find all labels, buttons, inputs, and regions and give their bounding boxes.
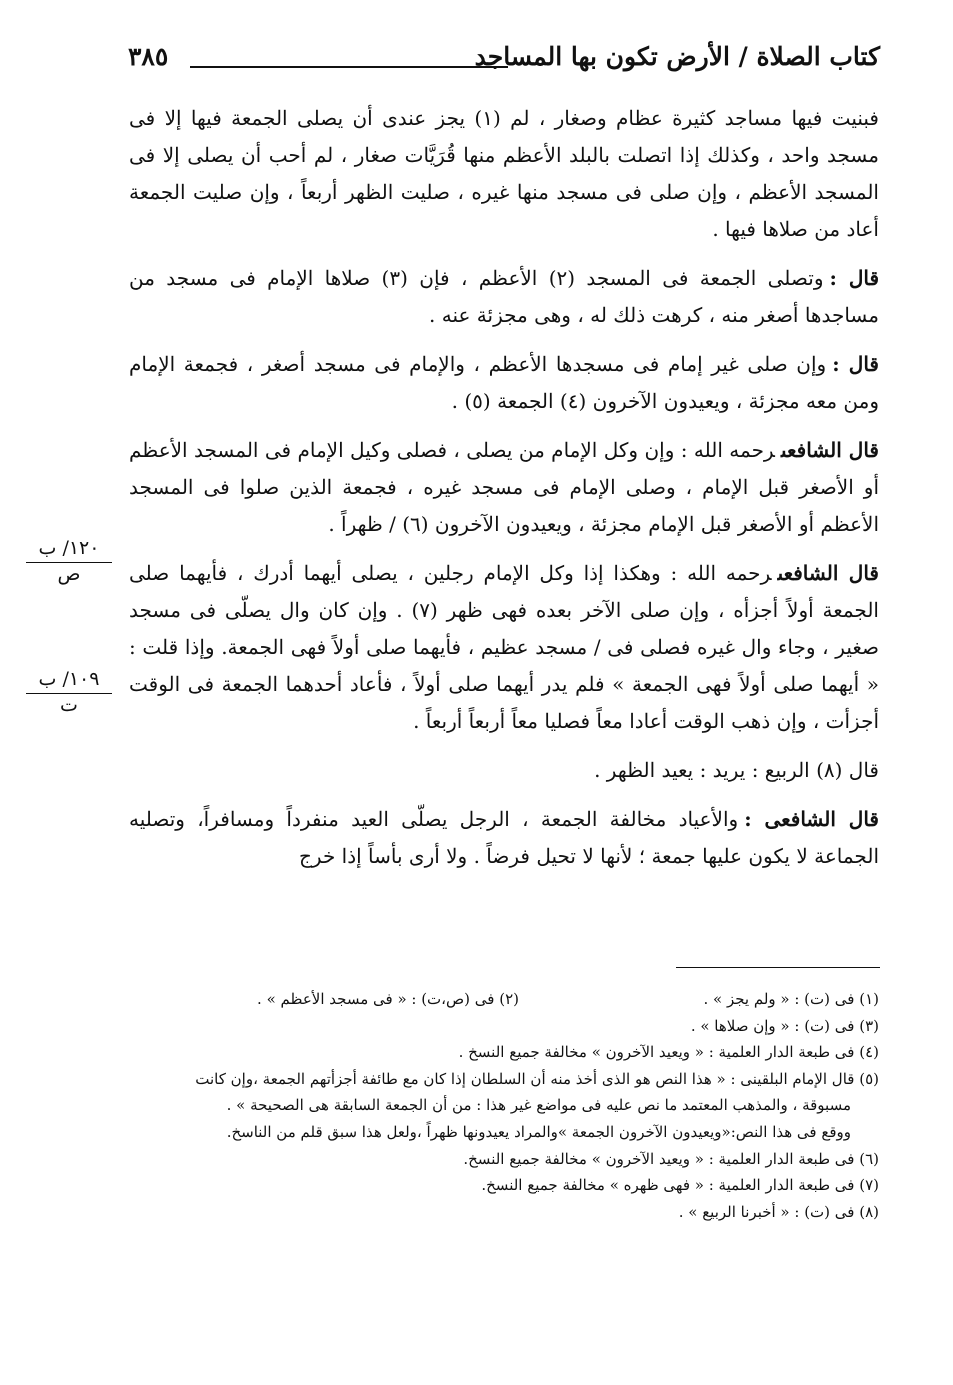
margin-note-folio-1-ref: ١٢٠/ ب — [26, 537, 112, 563]
footnote-2: (٢) فى (ص،ت) : « فى مسجد الأعظم » . — [257, 990, 519, 1008]
footnote-6: (٦) فى طبعة الدار العلمية : « ويعيد الآخرون » مخالفة جميع النسخ. — [463, 1149, 879, 1168]
paragraph-3 — [129, 346, 879, 420]
paragraph-3-text: وإن صلى غير إمام فى مسجدها الأعظم ، والإمام فى مسجد أصغر ، فجمعة الإمام ومن معه مجزئة ، ويعيدون الآخرون (٤) الجمعة (٥) . — [129, 352, 879, 413]
paragraph-5-text: رحمه الله : وهكذا إذا وكل الإمام رجلين ، يصلى أيهما أدرك ، فأيهما صلى الجمعة أولاً أجزأه ، وإن صلى الآخر بعده فهى ظهر (٧) . وإن كان وال يصلّى فى مسجد صغير ، وجاء وال غيره فصلى فى / مسجد عظيم ، فأيهما صلى أولاً فهى الجمعة. وإذا قلت : « أيهما صلى أولاً فهى الجمعة » فلم يدر أيهما صلى أولاً ، فأعاد أحدهما الجمعة فى الوقت أجزأت ، وإن ذهب الوقت أعادا معاً فصليا معاً أربعاً أربعاً . — [129, 561, 880, 733]
footnote-7: (٧) فى طبعة الدار العلمية : « فهى ظهره » مخالفة جميع النسخ. — [481, 1176, 879, 1195]
header-title: كتاب الصلاة / الأرض تكون بها المساجد — [474, 42, 880, 71]
footnote-separator — [676, 967, 880, 968]
footnote-5-continuation-2: ووقع فى هذا النص:«ويعيدون الآخرون الجمعة »والمراد يعيدونها ظهراً ،ولعل هذا سبق قلم من الناسخ. — [226, 1122, 851, 1141]
running-header — [128, 42, 880, 86]
margin-note-folio-2-ref: ١٠٩/ ب — [26, 668, 112, 694]
margin-note-folio-2 — [26, 668, 112, 717]
margin-note-folio-1-ms: ص — [57, 563, 81, 585]
margin-note-folio-1 — [26, 537, 112, 586]
page-number: ٣٨٥ — [128, 42, 169, 71]
footnote-4: (٤) فى طبعة الدار العلمية : « ويعيد الآخرون » مخالفة جميع النسخ . — [458, 1043, 879, 1062]
footnote-8: (٨) فى (ت) : « أخبرنا الربيع » . — [678, 1202, 879, 1221]
paragraph-4-lead: قال الشافعى — [780, 438, 879, 462]
footnote-row-1 — [129, 986, 879, 1013]
paragraph-1: فبنيت فيها مساجد كثيرة عظام وصغار ، لم (١) يجز عندى أن يصلى الجمعة فيها إلا فى مسجد واحد ، وكذلك إذا اتصلت بالبلد الأعظم منها قُرَيَّات صغار ، لم أحب أن يصلى إلا فى المسجد الأعظم ، وإن صلى فى مسجد منها غيره ، صليت الظهر أربعاً ، وإن صليت الجمعة أعاد من صلاها فيها . — [129, 106, 879, 241]
paragraph-5-lead: قال الشافعى — [777, 561, 879, 585]
margin-note-folio-2-ms: ت — [60, 694, 78, 716]
paragraph-7 — [129, 801, 879, 875]
paragraph-2-text: وتصلى الجمعة فى المسجد (٢) الأعظم ، فإن (٣) صلاها الإمام فى مسجد من مساجدها أصغر منه ، كرهت ذلك له ، وهى مجزئة عنه . — [129, 266, 879, 327]
paragraph-5 — [129, 555, 879, 740]
paragraph-3-lead: قال : — [832, 352, 879, 376]
main-text — [129, 100, 879, 887]
header-rule — [190, 66, 508, 68]
paragraph-2-lead: قال : — [829, 266, 880, 290]
paragraph-4-text: رحمه الله : وإن وكل الإمام من يصلى ، فصلى وكيل الإمام فى المسجد الأعظم أو الأصغر قبل الإمام ، وصلى الإمام فى مسجد غيره ، فجمعة الذين صلوا فى المسجد الأعظم أو الأصغر قبل الإمام مجزئة ، ويعيدون الآخرون (٦) / ظهراً . — [129, 438, 879, 536]
paragraph-4 — [129, 432, 879, 543]
footnote-1: (١) فى (ت) : « ولم يجز » . — [703, 990, 879, 1008]
paragraph-2 — [129, 260, 879, 334]
footnote-5-continuation-1: مسبوقة ، والمذهب المعتمد ما نص عليه فى مواضع غير هذا : من أن الجمعة السابقة هى الصحيحة » . — [226, 1096, 851, 1115]
paragraph-6: قال (٨) الربيع : يريد : يعيد الظهر . — [594, 758, 879, 782]
paragraph-7-text: والأعياد مخالفة الجمعة ، الرجل يصلّى العيد منفرداً ومسافراً، وتصليه الجماعة لا يكون عليها جمعة ؛ لأنها لا تحيل فرضاً . ولا أرى بأساً إذا خرج — [129, 807, 879, 868]
footnotes — [129, 986, 879, 1225]
footnote-3: (٣) فى (ت) : « وإن صلاها » . — [690, 1016, 879, 1035]
paragraph-7-lead: قال الشافعى : — [744, 807, 879, 831]
footnote-5: (٥) قال الإمام البلقينى : « هذا النص هو الذى أخذ منه أن السلطان إذا كان مع طائفة أجزأتهم الجمعة ،وإن كانت — [195, 1069, 879, 1088]
